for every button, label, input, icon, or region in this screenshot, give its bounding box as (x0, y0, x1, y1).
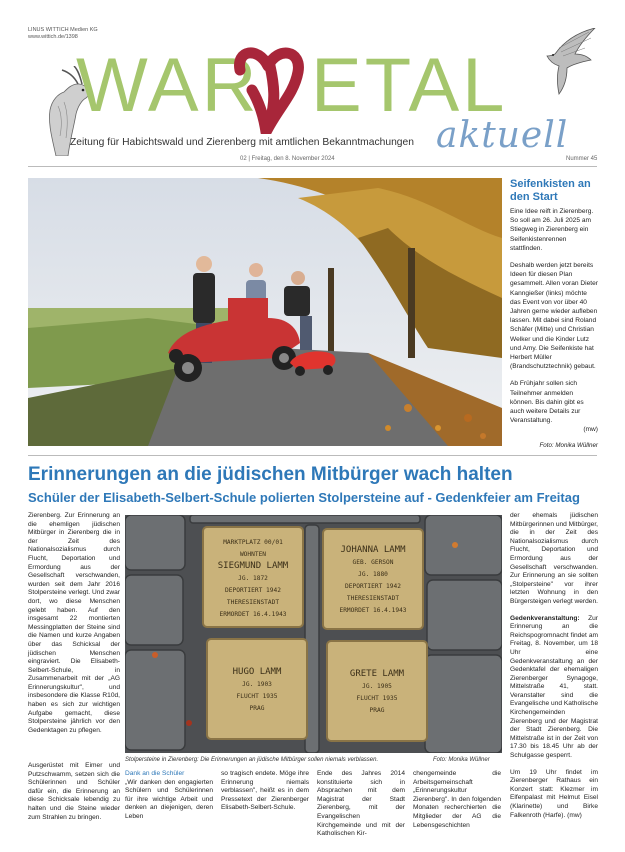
sidebar-article (510, 178, 598, 450)
divider (28, 166, 597, 167)
sidebar-paragraph: Eine Idee reift in Zierenberg. So soll am 26. Juli 2025 am Stiegweg in Zierenberg ein Seifenkistenrennen stattfinden. (510, 208, 594, 252)
stone-inscription-line: JG. 1872 (238, 575, 268, 582)
stone-inscription-line: JG. 1903 (242, 681, 272, 688)
article-subheadline: Schüler der Elisabeth-Selbert-Schule polierten Stolpersteine auf - Gedenkfeier am Freitag (28, 490, 580, 505)
divider (28, 455, 597, 456)
stone-inscription-line: PRAG (369, 707, 385, 714)
stone-inscription-line: ERMORDET 16.4.1943 (219, 611, 287, 618)
stone-inscription-line: ERMORDET 16.4.1943 (339, 607, 407, 614)
article-column: chengemeinde die Arbeitsgemeinschaft „Erinnerungskultur Zierenberg". In den folgenden Monaten recherchierten die Mitglieder der AG die Lebensgeschichten (413, 770, 501, 829)
article-column-right (510, 512, 598, 828)
stone-inscription-line: SIEGMUND LAMM (217, 561, 289, 571)
publisher-name: LINUS WITTICH Medien KG (28, 27, 98, 33)
event-label: Gedenkveranstaltung: (510, 614, 580, 622)
stone-inscription-line: JOHANNA LAMM (340, 545, 406, 555)
stone-inscription-line: MARKTPLATZ 00/01 (223, 539, 283, 546)
photo-credit: Foto: Monika Wüllner (433, 757, 490, 763)
soapbox-photo (28, 178, 502, 446)
stone-inscription-line: GEB. GERSON (352, 559, 394, 566)
issue-number: Nummer 45 (566, 156, 598, 162)
stone-inscription-line: WOHNTEN (239, 551, 267, 558)
stone-inscription-line: THERESIENSTADT (346, 595, 400, 602)
stone-inscription-line: JG. 1880 (358, 571, 388, 578)
logo-text-left: WAR (76, 43, 260, 128)
article-text: der ehemals jüdischen Mitbürgerinnen und Mitbürger, die in der Zeit des Nationalsozialismus durch Flucht, Deportation und Ermordung aus der Gesellschaft verschwanden. Zur Erinnerung an sie sollten „Stolpersteine" vor ihrer letzten Wohnung in den Bürgersteigen verlegt werden. (510, 512, 598, 605)
article-headline: Erinnerungen an die jüdischen Mitbürger wach halten (28, 464, 513, 485)
bird-illustration-icon (545, 28, 597, 96)
article-text (510, 615, 598, 761)
publisher-url: www.wittich.de/1398 (28, 34, 78, 40)
photo-credit: Foto: Monika Wüllner (539, 441, 598, 449)
logo-aktuell: aktuell (436, 115, 569, 156)
stone-inscription-line: THERESIENSTADT (226, 599, 280, 606)
sidebar-paragraph: Deshalb werden jetzt bereits Ideen für diesen Plan gesammelt. Allen voran Dieter Kanngießer (links) möchte das Event von vor über 40 Jahren gerne wieder aufleben lassen. Mit dabei sind Roland Schäfer (Mitte) und Christian Welker und die Kinder Lutz und Amy. Die Seifenkiste hat Herbert Müller (Brandschutztechnik) gebaut. (510, 262, 598, 371)
stone-plate (207, 639, 307, 739)
stolpersteine-photo (125, 515, 502, 753)
article-text: „Wir danken den engagierten Schülern und Schülerinnen für ihre wichtige Arbeit und denken an diejenigen, deren Leben (125, 778, 213, 820)
heart-m-logo-icon (230, 44, 310, 134)
stone-inscription-line: JG. 1905 (362, 683, 392, 690)
article-column: Ausgerüstet mit Eimer und Putzschwamm, setzen sich die Schülerinnen und Schüler dafür ein, die Erinnerung an diese Schicksale lebendig zu halten und die Steine wieder zum Strahlen zu bringen. (28, 762, 120, 821)
publisher-info (28, 27, 98, 41)
article-column: Zierenberg. Zur Erinnerung an die ehemligen jüdischen Mitbürger in Zierenberg die in der Zeit des Nationalsozialismus durch Flucht, Deportation und Ermordung aus der Gesellschaft verschwanden, wurden seit dem Jahr 2016 Stolpersteine verlegt. Und zwar dort, wo diese Menschen gelebt haben. Auf den insgesamt 22 montierten Messingplatten der Steine sind die Namen und kurze Angaben über das Schicksal der jüdischen Menschen eingraviert. Die Elisabeth-Selbert-Schule, in Zusammenarbeit mit der „AG Erinnerungskultur", und insbesondere die Klasse R10d, haben es sich zur wichtigen Aufgabe gemacht, diese Stolpersteine jährlich vor den Gedenktagen zu pflegen. (28, 512, 120, 734)
article-column: so tragisch endete. Möge ihre Erinnerung niemals verblassen", heißt es in dem Pressetext der Zierenberger Elisabeth-Selbert-Schule. (221, 770, 309, 812)
stone-plate (327, 641, 427, 741)
photo-caption: Stolpersteine in Zierenberg: Die Erinnerungen an jüdische Mitbürger sollen niemals verblassen. (125, 757, 379, 763)
stone-inscription-line: HUGO LAMM (232, 667, 282, 677)
article-column: Ende des Jahres 2014 konstituierte sich in Absprachen mit dem Magistrat der Stadt Zierenberg, mit der Evangelischen Kirchgemeinde und mit der Katholischen Kir- (317, 770, 405, 838)
logo-text-right: ETAL (311, 43, 508, 128)
stone-inscription-line: FLUCHT 1935 (356, 695, 398, 702)
article-text: Um 19 Uhr findet im Zierenberger Rathaus ein Konzert statt: Klezmer im Elfenpalast mit Helmut Eisel (Klarinette) und Birke Falkenroth (Harfe). (mw) (510, 768, 598, 819)
masthead-tagline: Zeitung für Habichtswald und Zierenberg mit amtlichen Bekanntmachungen (70, 137, 414, 148)
stone-inscription-line: DEPORTIERT 1942 (225, 587, 281, 594)
stone-inscription-line: PRAG (249, 705, 265, 712)
event-text: Zur Erinnerung an die Reichspogromnacht findet am Freitag, 8. November, um 18 Uhr eine Gedenkveranstaltung an der Gedenktafel der ehemaligen Zierenberger Synagoge, Mittelstraße 41, statt. Veranstalter sind die Evangelische und Katholische Kirchengemeinden Zierenberg und der Magistrat der Stadt Zierenberg. Die Mittelstraße ist in der Zeit von 17.30 bis 18.45 Uhr ab der Schulgasse gesperrt. (510, 614, 598, 760)
sidebar-paragraph: Ab Frühjahr sollen sich Teilnehmer anmelden können. Bis dahin gibt es auch weitere Details zur Veranstaltung. (510, 380, 584, 425)
issue-date: 02 | Freitag, den 8. November 2024 (240, 156, 335, 162)
stone-inscription-line: GRETE LAMM (349, 669, 405, 679)
stone-plate (323, 529, 423, 629)
sidebar-title: Seifenkisten an den Start (510, 178, 591, 203)
stone-inscription-line: DEPORTIERT 1942 (345, 583, 401, 590)
sidebar-signature: (mw) (583, 426, 598, 434)
stone-inscription-line: FLUCHT 1935 (236, 693, 278, 700)
section-subheading: Dank an die Schüler (125, 770, 185, 777)
article-column (125, 770, 213, 822)
